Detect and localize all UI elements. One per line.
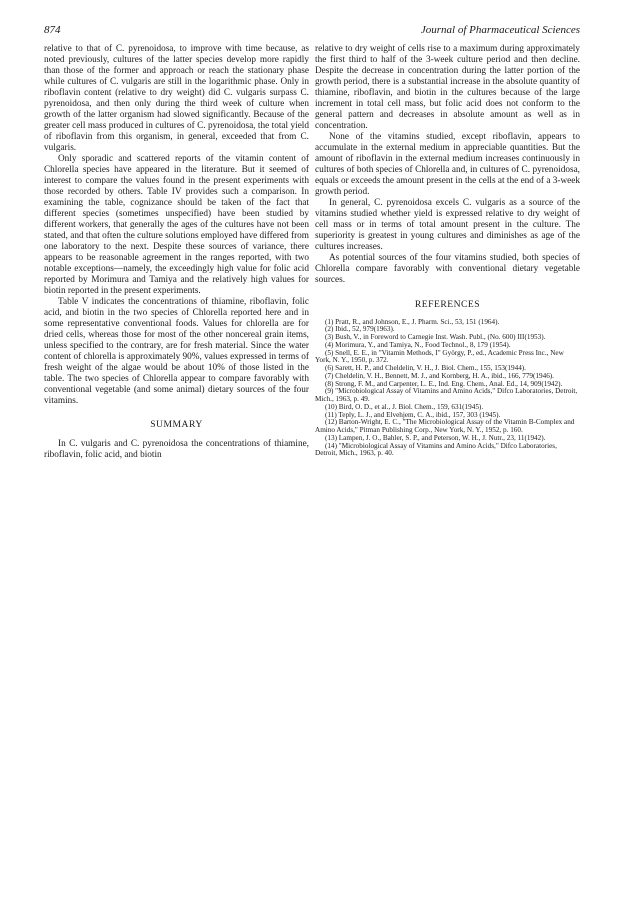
right-paragraph-general: In general, C. pyrenoidosa excels C. vulgaris as a source of the vitamins studied whether yield is expressed relative to dry weight of cell mass or in terms of total amount present in the culture. The superiority is greatest in young cultures and diminishes as age of the cultures increases. — [315, 197, 580, 252]
journal-title: Journal of Pharmaceutical Sciences — [420, 24, 580, 36]
reference-item: (7) Cheldelin, V. H., Bennett, M. J., and Kornberg, H. A., ibid., 166, 779(1946). — [325, 371, 554, 380]
right-paragraph-potential-sources: As potential sources of the four vitamins studied, both species of Chlorella compare favorably with conventional dietary vegetable sources. — [315, 252, 580, 285]
reference-item: (14) "Microbiological Assay of Vitamins and Amino Acids," Difco Laboratories, Detroit, Mich., 1963, p. 40. — [315, 441, 557, 458]
page-number: 874 — [44, 24, 61, 36]
right-column — [315, 44, 580, 458]
reference-item: (11) Teply, L. J., and Elvehjem, C. A., ibid., 157, 303 (1945). — [325, 410, 501, 419]
reference-item: (9) "Microbiological Assay of Vitamins and Amino Acids," Difco Laboratories, Detroit, Mich., 1963, p. 49. — [315, 387, 578, 404]
reference-item: (3) Bush, V., in Foreword to Carnegie Inst. Wash. Publ., (No. 600) III(1953). — [325, 333, 546, 342]
references-heading: REFERENCES — [414, 298, 481, 310]
reference-item: (5) Snell, E. E., in "Vitamin Methods, I" György, P., ed., Academic Press Inc., New York, N. Y., 1950, p. 372. — [315, 348, 564, 365]
summary-paragraph: In C. vulgaris and C. pyrenoidosa the concentrations of thiamine, riboflavin, folic acid, and biotin — [44, 439, 309, 461]
right-paragraph-riboflavin: None of the vitamins studied, except riboflavin, appears to accumulate in the external medium in appreciable quantities. But the amount of riboflavin in the external medium increases continuously in cultures of both species of Chlorella and, in cultures of C. pyrenoidosa, equals or exceeds the amount present in the cells at the end of a 3-week growth period. — [315, 131, 580, 197]
reference-item: (13) Lampen, J. O., Bahler, S. P., and Peterson, W. H., J. Nutr., 23, 11(1942). — [325, 433, 546, 442]
reference-item: (1) Pratt, R., and Johnson, E., J. Pharm. Sci., 53, 151 (1964). — [325, 317, 500, 326]
reference-item: (6) Sarett, H. P., and Cheldelin, V. H., J. Biol. Chem., 155, 153(1944). — [325, 364, 526, 373]
right-paragraph-continued: relative to dry weight of cells rise to a maximum during approximately the first third to half of the 3-week culture period and then decline. Despite the decrease in concentration during the latter portion of the growth period, there is a substantial increase in the absolute quantity of thiamine, riboflavin, and biotin in the cultures because of the large increment in total cell mass, but folic acid does not conform to the general pattern and decreases in absolute amount as well as in concentration. — [315, 44, 580, 131]
left-paragraph-table-v: Table V indicates the concentrations of thiamine, riboflavin, folic acid, and biotin in the two species of Chlorella reported here and in some representative conventional foods. Values for chlorella are for dried cells, whereas those for most of the other noncereal grain items, unless specified to the contrary, are for fresh material. Since the water content of chlorella is approximately 90%, values expressed in terms of fresh weight of the algae would be about 10% of those listed in the table. The two species of Chlorella appear to compare favorably with conventional vegetable (and some animal) dietary sources of the four vitamins. — [44, 296, 309, 406]
reference-item: (8) Strong, F. M., and Carpenter, L. E., Ind. Eng. Chem., Anal. Ed., 14, 909(1942). — [325, 379, 563, 388]
reference-item: (10) Bird, O. D., et al., J. Biol. Chem., 159, 631(1945). — [325, 402, 484, 411]
running-head — [44, 24, 580, 38]
left-column — [44, 44, 309, 461]
reference-item: (2) Ibid., 52, 979(1963). — [325, 325, 395, 334]
reference-item: (4) Morimura, Y., and Tamiya, N., Food Technol., 8, 179 (1954). — [325, 340, 511, 349]
left-paragraph-vitamin-reports: Only sporadic and scattered reports of the vitamin content of Chlorella species have appeared in the literature. But it seemed of interest to compare the values found in the present experiments with those recorded by others. Table IV provides such a comparison. In examining the table, cognizance should be taken of the fact that different species (sometimes unspecified) have been studied by different workers, that generally the ages of the cultures have not been stated, and that often the culture solutions employed have differed from one laboratory to the next. Despite these sources of variance, there appears to be reasonable agreement in the ranges reported, with two notable exceptions—namely, the exceedingly high value for folic acid reported by Morimura and Tamiya and the relatively high values for biotin reported in the present experiments. — [44, 153, 309, 296]
reference-item: (12) Barton-Wright, E. C., "The Microbiological Assay of the Vitamin B-Complex and Amino Acids," Pitman Publishing Corp., New York, N. Y., 1952, p. 160. — [315, 418, 575, 435]
reference-list — [315, 319, 580, 459]
left-paragraph-continued: relative to that of C. pyrenoidosa, to improve with time because, as noted previously, cultures of the latter species develop more rapidly than those of the former and approach or reach the stationary phase while cultures of C. vulgaris are still in the logarithmic phase. Only in riboflavin content (relative to dry weight) did C. vulgaris surpass C. pyrenoidosa, and then only during the third week of culture when growth of the latter organism had slowed significantly. Because of the greater cell mass produced in cultures of C. pyrenoidosa, the total yield of riboflavin from this organism, in general, exceeded that from C. vulgaris. — [44, 44, 309, 153]
summary-heading: SUMMARY — [150, 419, 203, 431]
